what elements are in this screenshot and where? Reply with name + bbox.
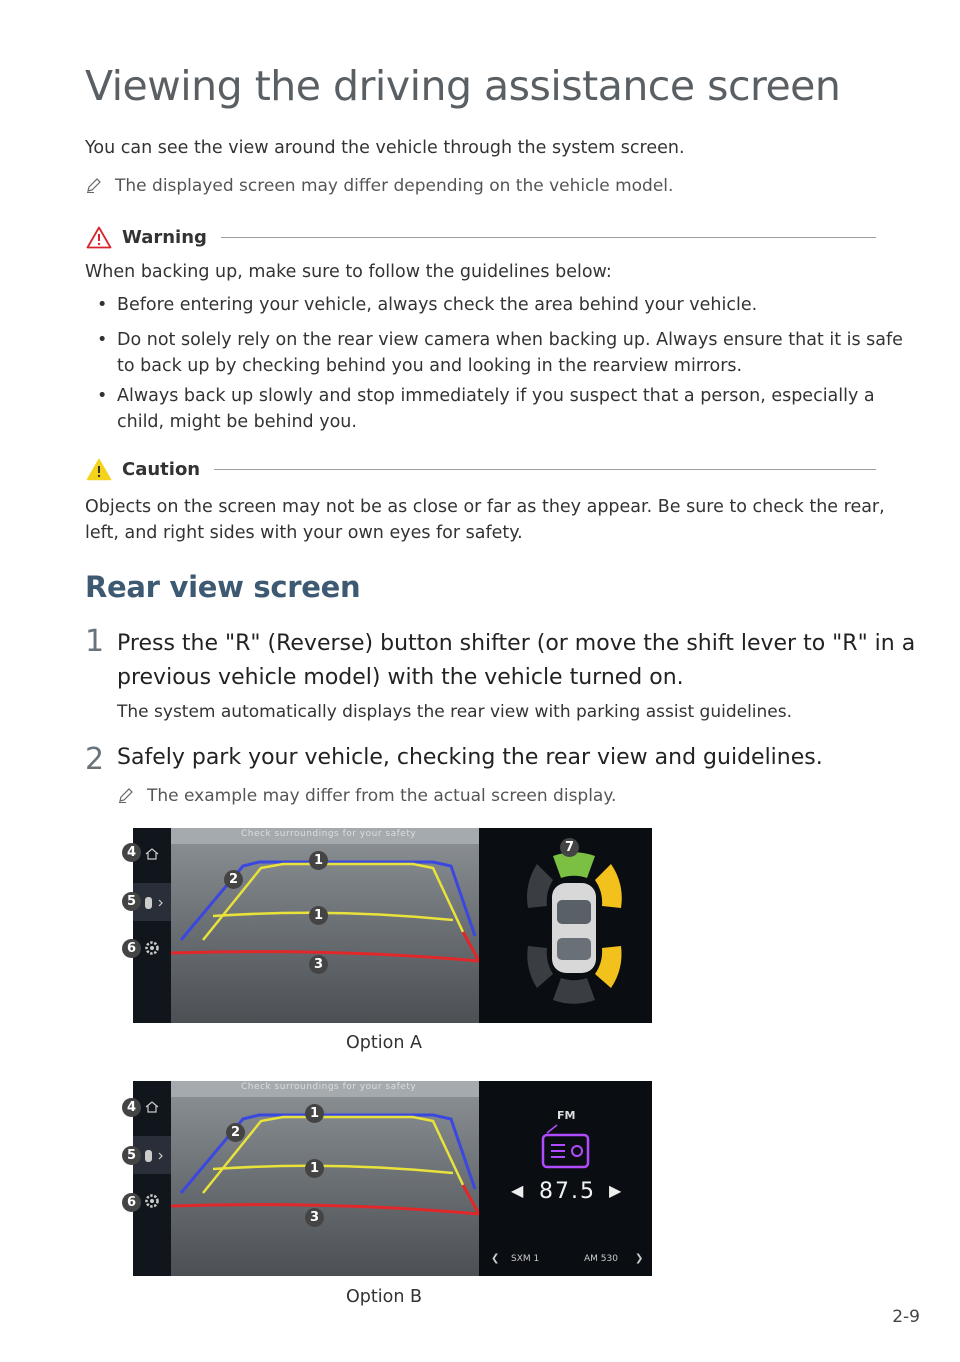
- callout-6: 6: [122, 1193, 141, 1212]
- step-number: 1: [85, 624, 105, 659]
- bullet-dot: •: [97, 295, 108, 315]
- step-note: [117, 786, 616, 806]
- caution-line: left, and right sides with your own eyes for safety.: [85, 523, 523, 543]
- step-subtext: The system automatically displays the rear view with parking assist guidelines.: [117, 702, 793, 722]
- warning-triangle-icon: [86, 226, 112, 249]
- rear-view-screen-option-a: [133, 828, 652, 1023]
- callout-7: 7: [560, 838, 579, 857]
- intro-text: You can see the view around the vehicle through the system screen.: [85, 138, 685, 158]
- caption-option-b: Option B: [346, 1287, 422, 1307]
- warning-item-line: Before entering your vehicle, always check the area behind your vehicle.: [117, 295, 758, 315]
- callout-1: 1: [309, 851, 328, 870]
- radio-frequency: 87.5: [539, 1179, 596, 1204]
- pencil-icon: [85, 176, 103, 194]
- chevron-left-icon[interactable]: ❮: [491, 1253, 500, 1264]
- warning-item-line: Do not solely rely on the rear view camera when backing up. Always ensure that it is safe: [117, 330, 903, 350]
- caution-line: Objects on the screen may not be as close or far as they appear. Be sure to check the rear,: [85, 497, 885, 517]
- callout-3: 3: [305, 1208, 324, 1227]
- callout-2: 2: [226, 1123, 245, 1142]
- note-display-differs: [85, 176, 673, 196]
- callout-4: 4: [122, 1098, 141, 1117]
- warning-rule: [221, 237, 876, 238]
- callout-3: 3: [309, 955, 328, 974]
- bullet-dot: •: [97, 330, 108, 350]
- safety-banner: Check surroundings for your safety: [241, 1082, 417, 1092]
- callout-1: 1: [305, 1104, 324, 1123]
- radio-band: FM: [557, 1109, 576, 1122]
- safety-banner: Check surroundings for your safety: [241, 829, 417, 839]
- warning-label: Warning: [122, 227, 207, 248]
- callout-1: 1: [309, 906, 328, 925]
- callout-5: 5: [122, 892, 141, 911]
- page-title: Viewing the driving assistance screen: [85, 62, 841, 110]
- caution-triangle-icon: [86, 458, 112, 481]
- caution-header: [86, 458, 876, 481]
- callout-5: 5: [122, 1146, 141, 1165]
- step-line: Press the "R" (Reverse) button shifter (or move the shift lever to "R" in a: [117, 631, 916, 656]
- step-line: previous vehicle model) with the vehicle turned on.: [117, 665, 684, 690]
- radio-prev-station[interactable]: SXM 1: [511, 1254, 540, 1264]
- bullet-dot: •: [97, 386, 108, 406]
- radio-prev-arrow-icon[interactable]: ◀: [511, 1181, 524, 1200]
- step-text: [117, 627, 915, 695]
- step-number: 2: [85, 742, 105, 777]
- callout-1: 1: [305, 1159, 324, 1178]
- page-number: 2-9: [892, 1307, 920, 1327]
- radio-next-arrow-icon[interactable]: ▶: [609, 1181, 622, 1200]
- warning-lead: When backing up, make sure to follow the guidelines below:: [85, 262, 612, 282]
- rear-view-screen-option-b: [133, 1081, 652, 1276]
- caution-label: Caution: [122, 459, 201, 480]
- warning-item-line: to back up by checking behind you and looking in the rearview mirrors.: [117, 356, 743, 376]
- callout-2: 2: [224, 870, 243, 889]
- warning-item: [97, 327, 903, 379]
- chevron-right-icon[interactable]: ❯: [635, 1253, 644, 1264]
- warning-item: [97, 295, 758, 315]
- caution-rule: [214, 469, 876, 470]
- parking-sensor-icon[interactable]: [143, 1149, 165, 1163]
- home-icon[interactable]: [145, 848, 159, 860]
- gear-icon[interactable]: [144, 1193, 160, 1209]
- gear-icon[interactable]: [144, 940, 160, 956]
- callout-4: 4: [122, 843, 141, 862]
- home-icon[interactable]: [145, 1101, 159, 1113]
- pencil-icon: [117, 786, 135, 804]
- warning-item-line: child, might be behind you.: [117, 412, 357, 432]
- radio-next-station[interactable]: AM 530: [584, 1254, 618, 1264]
- caution-text: [85, 494, 885, 546]
- warning-item-line: Always back up slowly and stop immediately if you suspect that a person, especially a: [117, 386, 875, 406]
- caption-option-a: Option A: [346, 1033, 422, 1053]
- warning-header: [86, 226, 876, 249]
- section-title: Rear view screen: [85, 570, 361, 604]
- note-text: The displayed screen may differ depending on the vehicle model.: [115, 176, 674, 196]
- rear-camera-view: [133, 828, 652, 1023]
- warning-item: [97, 383, 875, 435]
- callout-6: 6: [122, 939, 141, 958]
- parking-sensor-icon[interactable]: [143, 896, 165, 910]
- step-text: Safely park your vehicle, checking the rear view and guidelines.: [117, 745, 823, 770]
- note-text: The example may differ from the actual screen display.: [147, 786, 617, 806]
